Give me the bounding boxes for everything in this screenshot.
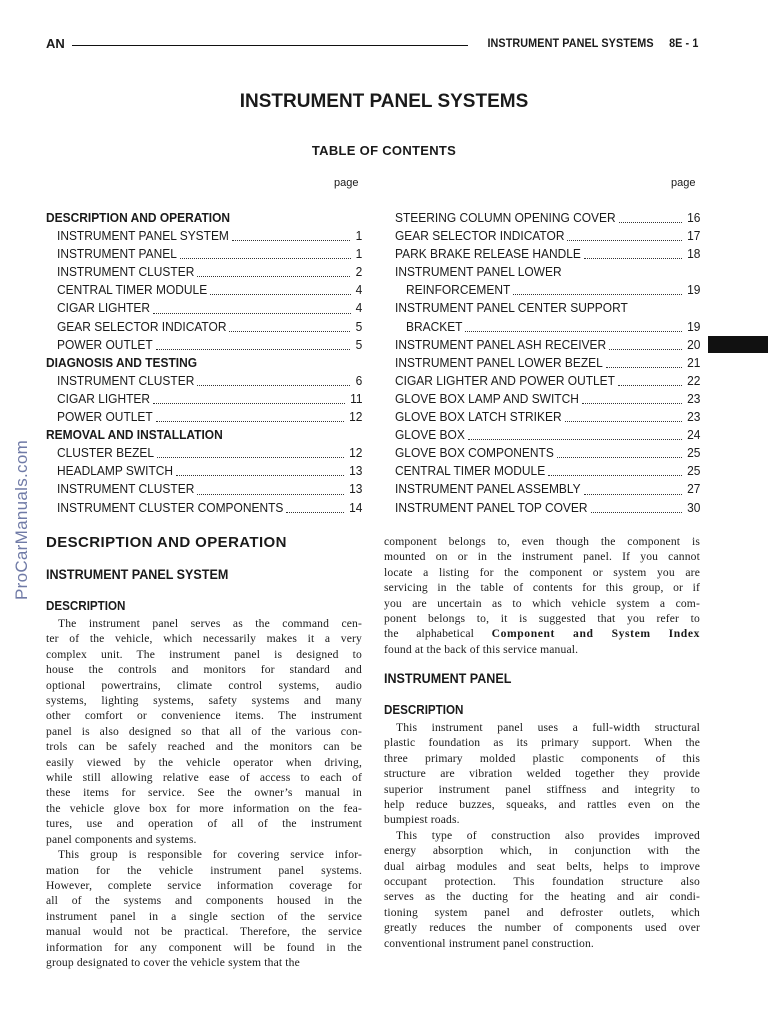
text-line (384, 534, 700, 549)
toc-entry (46, 209, 362, 227)
text-line (46, 631, 362, 646)
text-run: systems, lighting systems, safety systems and many (46, 694, 362, 708)
text-line (46, 909, 362, 924)
text-line (384, 936, 700, 951)
toc-entry (395, 390, 700, 408)
text-line (384, 905, 700, 920)
toc-entry-title: INSTRUMENT PANEL LOWER BEZEL (395, 354, 603, 370)
text-line (384, 580, 700, 595)
text-line (46, 955, 362, 970)
text-line (384, 889, 700, 904)
text-run: help reduce buzzes, squeaks, and rattles even on the (384, 798, 700, 812)
toc-entry (46, 390, 362, 408)
toc-entry-page: 21 (686, 354, 700, 370)
toc-entry (395, 318, 700, 336)
toc-entry-title: CLUSTER BEZEL (57, 445, 155, 461)
text-line (384, 549, 700, 564)
toc-entry-title: REINFORCEMENT (406, 282, 511, 298)
text-line (46, 724, 362, 739)
text-line (384, 611, 700, 626)
toc-entry-page: 18 (686, 246, 700, 262)
toc-entry-title: STEERING COLUMN OPENING COVER (395, 210, 616, 225)
text-line (46, 816, 362, 831)
text-line (46, 863, 362, 878)
toc-leader-dots (286, 511, 343, 513)
text-line (46, 662, 362, 677)
text-run: conventional instrument panel construction. (384, 936, 594, 950)
text-run: all of the systems and components housed in the (46, 894, 362, 908)
description-heading-right: DESCRIPTION (384, 703, 464, 717)
toc-entry-page: 23 (686, 409, 700, 425)
toc-entry-page: 4 (355, 282, 362, 298)
toc-page-label-left: page (334, 177, 359, 189)
toc-entry (395, 444, 700, 462)
index-reference: Component and System Index (491, 627, 700, 641)
toc-entry-page: 12 (348, 409, 362, 425)
toc-entry-title: INSTRUMENT PANEL ASH RECEIVER (395, 336, 607, 352)
text-line (46, 785, 362, 800)
toc-entry (395, 408, 700, 426)
toc-leader-dots (584, 257, 682, 259)
toc-entry-page: 13 (348, 463, 362, 479)
text-line (46, 801, 362, 816)
page-title: INSTRUMENT PANEL SYSTEMS (239, 91, 529, 112)
toc-entry (46, 299, 362, 317)
text-line (384, 565, 700, 580)
toc-entry-title: INSTRUMENT PANEL TOP COVER (395, 499, 588, 515)
toc-entry (46, 408, 362, 426)
toc-entry-title: GLOVE BOX LATCH STRIKER (395, 409, 562, 425)
toc-entry-title: REMOVAL AND INSTALLATION (46, 427, 223, 443)
toc-leader-dots (619, 221, 682, 223)
text-line (384, 766, 700, 781)
toc-leader-dots (156, 348, 351, 350)
toc-entry-page: 20 (686, 336, 700, 352)
toc-entry (395, 372, 700, 390)
text-run: house the controls and monitors for standard and (46, 663, 362, 677)
text-run: three primary molded plastic components of this (384, 751, 700, 765)
text-line (46, 893, 362, 908)
text-run: plastic foundation as its primary support. When the (384, 736, 700, 750)
toc-entry-page: 23 (686, 390, 700, 406)
toc-entry (46, 480, 362, 498)
toc-entry-title: DESCRIPTION AND OPERATION (46, 210, 231, 225)
toc-leader-dots (210, 293, 350, 295)
toc-leader-dots (153, 312, 350, 314)
toc-right-column (395, 209, 700, 517)
section-tab-marker (708, 336, 768, 353)
text-line (46, 940, 362, 955)
toc-leader-dots (232, 239, 351, 241)
toc-entry-page: 14 (348, 499, 362, 515)
text-run: greatly reduces the number of components used over (384, 921, 700, 935)
toc-entry (46, 444, 362, 462)
toc-entry-title: PARK BRAKE RELEASE HANDLE (395, 246, 581, 262)
text-line (384, 797, 700, 812)
toc-entry-page: 5 (355, 318, 362, 334)
text-run: tures, use and operation of all of the instrument (46, 817, 362, 831)
text-line (46, 770, 362, 785)
toc-entry-page: 6 (355, 372, 362, 388)
toc-entry-page: 1 (355, 246, 362, 262)
text-run: mation for the vehicle instrument panel systems. (46, 863, 362, 877)
toc-entry (46, 245, 362, 263)
toc-entry-page: 11 (349, 390, 362, 406)
text-run: optional powertrains, climate control systems, audio (46, 678, 362, 692)
toc-entry (395, 480, 700, 498)
text-line (46, 832, 362, 847)
text-line (46, 878, 362, 893)
text-run: structure are vibration welded together they provide (384, 767, 700, 781)
text-run: panel is also designed so that all of the various con- (46, 724, 362, 738)
toc-entry-page: 1 (355, 228, 362, 244)
toc-leader-dots (180, 257, 351, 259)
toc-leader-dots (153, 402, 345, 404)
toc-entry-title: INSTRUMENT CLUSTER (57, 481, 195, 497)
toc-leader-dots (197, 275, 350, 277)
toc-entry-title: INSTRUMENT CLUSTER (57, 372, 195, 388)
toc-entry-title: POWER OUTLET (57, 336, 153, 352)
toc-leader-dots (584, 493, 682, 495)
toc-entry-title: INSTRUMENT CLUSTER COMPONENTS (57, 499, 284, 515)
toc-entry-title: INSTRUMENT PANEL SYSTEM (57, 228, 229, 244)
description-heading-left: DESCRIPTION (46, 599, 126, 613)
toc-entry-page: 17 (686, 228, 700, 244)
toc-entry-page: 30 (686, 499, 700, 515)
toc-entry-page: 19 (686, 282, 700, 298)
text-run: complex unit. The instrument panel is designed to (46, 647, 362, 661)
text-run: This group is responsible for covering service infor- (58, 848, 362, 862)
text-run: This type of construction also provides improved (396, 828, 700, 842)
subsection-heading-system: INSTRUMENT PANEL SYSTEM (46, 567, 229, 582)
toc-entry-title: CIGAR LIGHTER (57, 300, 151, 316)
toc-entry (395, 462, 700, 480)
toc-entry-title: HEADLAMP SWITCH (57, 463, 174, 479)
toc-entry-page: 13 (348, 481, 362, 497)
toc-entry-title: GLOVE BOX COMPONENTS (395, 445, 554, 461)
text-run: serves as the ducting for the heating and air condi- (384, 890, 700, 904)
text-run: other comfort or convenience items. The instrument (46, 709, 362, 723)
text-line (384, 596, 700, 611)
toc-entry-title: DIAGNOSIS AND TESTING (46, 354, 198, 370)
toc-entry-page: 27 (686, 481, 700, 497)
watermark: ProCarManuals.com (12, 439, 31, 600)
toc-entry-page: 4 (355, 300, 362, 316)
toc-leader-dots (157, 456, 344, 458)
toc-entry (395, 426, 700, 444)
toc-entry-title: CIGAR LIGHTER AND POWER OUTLET (395, 372, 615, 388)
text-line (384, 920, 700, 935)
text-line (46, 739, 362, 754)
text-run: bumpiest roads. (384, 813, 460, 827)
text-run: the vehicle glove box for more information on the fea- (46, 801, 362, 815)
text-line (46, 647, 362, 662)
toc-entry-title: BRACKET (406, 318, 463, 334)
text-run: occupant protection. This foundation structure also (384, 875, 700, 889)
toc-leader-dots (582, 402, 682, 404)
section-heading: DESCRIPTION AND OPERATION (46, 534, 287, 551)
text-line (46, 924, 362, 939)
toc-entry-title: GLOVE BOX LAMP AND SWITCH (395, 390, 579, 406)
toc-entry (395, 227, 700, 245)
toc-entry (395, 354, 700, 372)
toc-leader-dots (176, 474, 344, 476)
toc-entry-title: CENTRAL TIMER MODULE (395, 463, 546, 479)
text-run: servicing in the table of contents for this group, or if (384, 581, 700, 595)
toc-entry-title: INSTRUMENT PANEL ASSEMBLY (395, 481, 581, 497)
toc-leader-dots (609, 348, 682, 350)
toc-entry (395, 209, 700, 227)
text-run: tioning system panel and defroster outlets, which (384, 905, 700, 919)
toc-leader-dots (229, 330, 350, 332)
text-line (384, 751, 700, 766)
text-run: superior instrument panel stiffness and integrity to (384, 782, 700, 796)
body-text-right-top (384, 534, 700, 657)
toc-leader-dots (513, 293, 682, 295)
text-run: manual would not be practical. Therefore, the service (46, 925, 362, 939)
toc-entry (395, 299, 700, 317)
text-run: energy absorption which, in conjunction with the (384, 844, 700, 858)
header-rule (72, 45, 468, 46)
text-run: However, complete service information coverage for (46, 878, 362, 892)
running-header (46, 36, 698, 54)
text-line (46, 755, 362, 770)
toc-leader-dots (591, 511, 682, 513)
text-run: dual airbag modules and seat belts, helps to improve (384, 859, 700, 873)
text-line (384, 859, 700, 874)
toc-entry (46, 227, 362, 245)
toc-leader-dots (468, 438, 682, 440)
toc-entry-page: 25 (686, 445, 700, 461)
text-run: the alphabetical (384, 627, 475, 641)
subsection-heading-panel: INSTRUMENT PANEL (384, 671, 512, 686)
toc-entry (46, 499, 362, 517)
toc-entry (46, 426, 362, 444)
toc-entry (395, 245, 700, 263)
text-run: you are uncertain as to which vehicle system a com- (384, 596, 700, 610)
header-left: AN (46, 36, 65, 51)
text-run: group designated to cover the vehicle system that the (46, 955, 300, 969)
header-right: INSTRUMENT PANEL SYSTEMS 8E - 1 (487, 36, 698, 50)
text-run: locate a listing for the component or system you are (384, 565, 700, 579)
toc-entry-page: 22 (686, 372, 700, 388)
text-run: trols can be safely reached and the monitors can be (46, 740, 362, 754)
toc-page-label-right: page (671, 177, 696, 189)
text-line (384, 626, 700, 641)
text-run: component belongs to, even though the component is (384, 535, 700, 548)
toc-entry-title: GEAR SELECTOR INDICATOR (395, 228, 565, 244)
toc-entry (46, 372, 362, 390)
toc-entry-title: INSTRUMENT PANEL CENTER SUPPORT (395, 300, 628, 316)
text-run: This instrument panel uses a full-width structural (396, 721, 700, 734)
text-line (46, 847, 362, 862)
toc-entry (395, 499, 700, 517)
text-line (384, 828, 700, 843)
toc-entry (46, 336, 362, 354)
text-run: information for any component will be found in the (46, 940, 362, 954)
text-run: ponent belongs to, it is suggested that you refer to (384, 612, 700, 626)
toc-entry-page: 5 (355, 336, 362, 352)
toc-entry-page: 25 (686, 463, 700, 479)
toc-entry-page: 19 (686, 318, 700, 334)
text-line (384, 843, 700, 858)
toc-leader-dots (197, 384, 350, 386)
toc-title: TABLE OF CONTENTS (311, 143, 457, 158)
text-run: mounted on or in the instrument panel. If you cannot (384, 550, 700, 564)
text-line (46, 708, 362, 723)
text-line (384, 874, 700, 889)
toc-entry (46, 354, 362, 372)
toc-leader-dots (548, 474, 682, 476)
toc-entry (395, 263, 700, 281)
body-text-right-bottom (384, 720, 700, 951)
body-text-left (46, 616, 362, 970)
text-line (384, 812, 700, 827)
text-run: found at the back of this service manual. (384, 642, 579, 656)
toc-entry (395, 336, 700, 354)
toc-leader-dots (567, 239, 681, 241)
toc-entry-page: 2 (355, 264, 362, 280)
toc-entry (46, 281, 362, 299)
text-run: instrument panel in a single section of the service (46, 909, 362, 923)
toc-entry-title: POWER OUTLET (57, 409, 153, 425)
text-run: The instrument panel serves as the command cen- (58, 617, 362, 630)
toc-entry-title: INSTRUMENT PANEL (57, 246, 177, 262)
toc-leader-dots (565, 420, 682, 422)
toc-leader-dots (156, 420, 344, 422)
toc-entry-page: 16 (686, 210, 700, 225)
text-run: panel components and systems. (46, 832, 197, 846)
text-line (46, 678, 362, 693)
toc-leader-dots (465, 330, 681, 332)
text-run: these items for service. See the owner’s manual in (46, 786, 362, 800)
toc-entry (46, 462, 362, 480)
toc-leader-dots (197, 493, 344, 495)
toc-entry-page: 24 (686, 427, 700, 443)
toc-entry (395, 281, 700, 299)
toc-entry-title: CENTRAL TIMER MODULE (57, 282, 208, 298)
toc-entry-title: GEAR SELECTOR INDICATOR (57, 318, 227, 334)
toc-leader-dots (557, 456, 682, 458)
text-line (384, 735, 700, 750)
toc-entry-title: GLOVE BOX (395, 427, 465, 443)
toc-entry-title: INSTRUMENT PANEL LOWER (395, 264, 562, 280)
text-run: ter of the vehicle, which necessarily makes it a very (46, 632, 362, 646)
toc-entry-page: 12 (348, 445, 362, 461)
toc-entry-title: CIGAR LIGHTER (57, 390, 151, 406)
text-run: easily viewed by the vehicle operator when driving, (46, 755, 362, 769)
toc-leader-dots (606, 366, 682, 368)
text-line (384, 782, 700, 797)
toc-left-column (46, 209, 362, 517)
toc-entry (46, 263, 362, 281)
toc-leader-dots (618, 384, 682, 386)
text-line (46, 616, 362, 631)
text-run: while still allowing relative ease of access to each of (46, 771, 362, 785)
toc-entry (46, 318, 362, 336)
text-line (384, 642, 700, 657)
text-line (384, 720, 700, 735)
toc-entry-title: INSTRUMENT CLUSTER (57, 264, 195, 280)
text-line (46, 693, 362, 708)
